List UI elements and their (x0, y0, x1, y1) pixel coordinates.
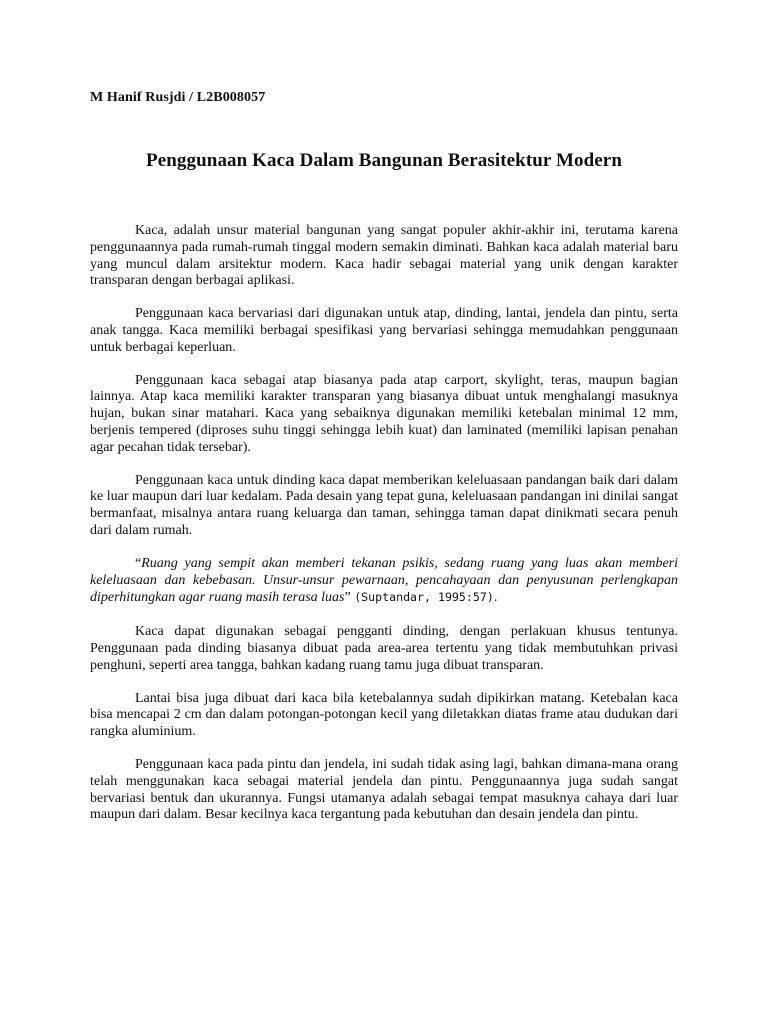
paragraph-floor: Lantai bisa juga dibuat dari kaca bila ketebalannya sudah dipikirkan matang. Ketebalan kaca bisa mencapai 2 cm dan dalam potongan-potongan kecil yang diletakkan diatas frame atau dudukan dari rangka aluminium. (90, 690, 678, 740)
paragraph-intro: Kaca, adalah unsur material bangunan yang sangat populer akhir-akhir ini, terutama karena penggunaannya pada rumah-rumah tinggal modern semakin diminati. Bahkan kaca adalah material baru yang muncul dalam arsitektur modern. Kaca hadir sebagai material yang unik dengan karakter transparan dengan berbagai aplikasi. (90, 223, 678, 289)
quote-open-mark: “ (135, 555, 142, 571)
paragraph-partition: Kaca dapat digunakan sebagai pengganti dinding, dengan perlakuan khusus tentunya. Penggunaan pada dinding biasanya dibuat pada area-area tertentu yang tidak membutuhkan privasi penghuni, seperti area tangga, bahkan kadang ruang tamu juga dibuat transparan. (90, 624, 678, 673)
quote-citation-end: . (493, 590, 498, 606)
quote-text: Ruang yang sempit akan memberi tekanan psikis, sedang ruang yang luas akan memberi keleluasaan dan kebebasan. Unsur-unsur pewarnaan, pencahayaan dan penyusunan perlengkapan diperhitungkan agar ruang masih terasa luas (90, 555, 678, 606)
quote-paragraph (90, 556, 678, 607)
author-line: M Hanif Rusjdi / L2B008057 (90, 90, 266, 105)
paragraph-variations: Penggunaan kaca bervariasi dari digunakan untuk atap, dinding, lantai, jendela dan pintu, serta anak tangga. Kaca memiliki berbagai spesifikasi yang bervariasi sehingga memudahkan penggunaan untuk berbagai keperluan. (90, 306, 678, 355)
paragraph-roof: Penggunaan kaca sebagai atap biasanya pada atap carport, skylight, teras, maupun bagian lainnya. Atap kaca memiliki karakter transparan yang biasanya dibuat untuk menghalangi masuknya hujan, bukan sinar matahari. Kaca yang sebaiknya digunakan memiliki ketebalan minimal 12 mm, berjenis tempered (diproses suhu tinggi sehingga lebih kuat) dan laminated (memiliki lapisan penahan agar pecahan tidak tersebar). (90, 372, 678, 455)
document-title: Penggunaan Kaca Dalam Bangunan Berasitektur Modern (146, 150, 622, 171)
quote-close-mark: ” (344, 590, 355, 606)
document-body (90, 223, 678, 840)
quote-citation: (Suptandar, 1995:57) (354, 590, 494, 605)
paragraph-wall: Penggunaan kaca untuk dinding kaca dapat memberikan keleluasaan pandangan baik dari dalam ke luar maupun dari luar kedalam. Pada desain yang tepat guna, keleluasaan pandangan ini dinilai sangat bermanfaat, misalnya antara ruang keluarga dan taman, sehingga taman dapat dinikmati secara penuh dari dalam rumah. (90, 472, 678, 538)
paragraph-doors-windows: Penggunaan kaca pada pintu dan jendela, ini sudah tidak asing lagi, bahkan dimana-mana orang telah menggunakan kaca sebagai material jendela dan pintu. Penggunaannya juga sudah sangat bervariasi bentuk dan ukurannya. Fungsi utamanya adalah sebagai tempat masuknya cahaya dari luar maupun dari dalam. Besar kecilnya kaca tergantung pada kebutuhan dan desain jendela dan pintu. (90, 756, 678, 823)
